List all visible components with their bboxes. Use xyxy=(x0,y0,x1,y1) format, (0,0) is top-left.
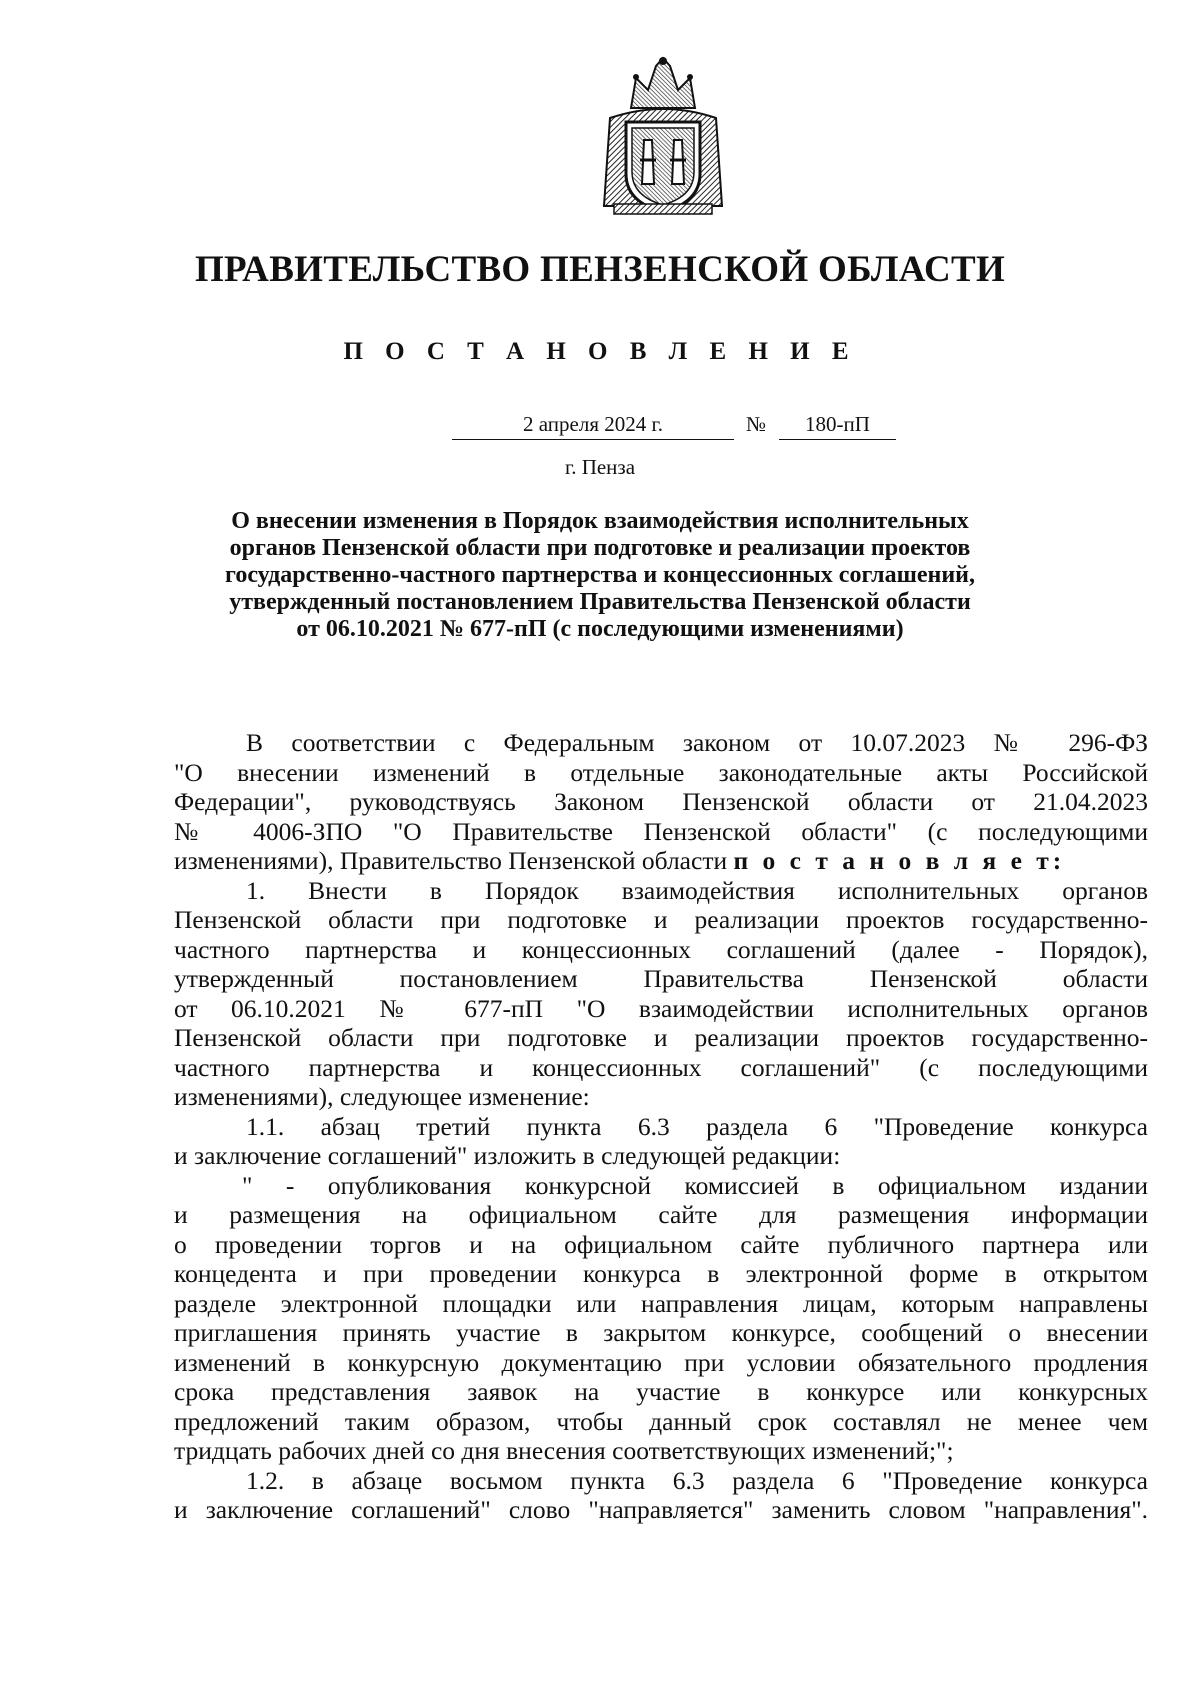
body-line: № 4006-ЗПО "О Правительстве Пензенской области" (с последующими xyxy=(174,816,1148,846)
date-number-line xyxy=(0,412,1200,442)
body-line: от 06.10.2021 № 677-пП "О взаимодействии исполнительных органов xyxy=(174,993,1148,1023)
body-line: " - опубликования конкурсной комиссией в официальном издании xyxy=(242,1170,1148,1200)
document-type: П О С Т А Н О В Л Е Н И Е xyxy=(343,338,857,365)
document-city: г. Пенза xyxy=(564,455,636,479)
heading-line: от 06.10.2021 № 677-пП (с последующими изменениями) xyxy=(296,616,904,642)
body-line: утвержденный постановлением Правительства Пензенской области xyxy=(174,964,1148,993)
body-line: 1.2. в абзаце восьмом пункта 6.3 раздела 6 "Проведение конкурса xyxy=(246,1465,1148,1495)
body-line: 1. Внести в Порядок взаимодействия исполнительных органов xyxy=(246,875,1148,905)
body-line: и размещения на официальном сайте для размещения информации xyxy=(174,1200,1148,1229)
body-line xyxy=(174,846,1148,876)
document-number: 180-пП xyxy=(779,412,896,440)
document-body xyxy=(174,728,1148,1525)
body-line: и заключение соглашений" слово "направляется" заменить словом "направления". xyxy=(174,1495,1148,1524)
body-line: изменений в конкурсную документацию при условии обязательного продления xyxy=(174,1347,1148,1377)
document-heading xyxy=(130,508,1070,643)
body-line: срока представления заявок на участие в конкурсе или конкурсных xyxy=(174,1377,1148,1406)
body-line: 1.1. абзац третий пункта 6.3 раздела 6 "Проведение конкурса xyxy=(246,1111,1148,1141)
body-line: тридцать рабочих дней со дня внесения соответствующих изменений;"; xyxy=(174,1436,954,1465)
body-line: "О внесении изменений в отдельные законодательные акты Российской xyxy=(174,757,1148,787)
body-line: частного партнерства и концессионных соглашений" (с последующими xyxy=(174,1052,1148,1082)
heading-line: утвержденный постановлением Правительства Пензенской области xyxy=(229,589,971,615)
coat-of-arms-icon xyxy=(596,56,730,218)
body-line: о проведении торгов и на официальном сайте публичного партнера или xyxy=(174,1229,1148,1259)
heading-line: О внесении изменения в Порядок взаимодействия исполнительных xyxy=(231,508,969,534)
government-title: ПРАВИТЕЛЬСТВО ПЕНЗЕНСКОЙ ОБЛАСТИ xyxy=(194,249,1006,290)
decree-word: п о с т а н о в л я е т: xyxy=(733,846,1066,875)
body-line: Пензенской области при подготовке и реализации проектов государственно- xyxy=(174,1023,1148,1052)
number-sign: № xyxy=(746,412,767,436)
body-line: изменениями), следующее изменение: xyxy=(174,1082,590,1111)
body-line: частного партнерства и концессионных соглашений (далее - Порядок), xyxy=(174,934,1148,964)
body-line: концедента и при проведении конкурса в электронной форме в открытом xyxy=(174,1259,1148,1288)
body-line: приглашения принять участие в закрытом конкурсе, сообщений о внесении xyxy=(174,1318,1148,1347)
heading-line: государственно-частного партнерства и концессионных соглашений, xyxy=(225,562,975,588)
body-line: Пензенской области при подготовке и реализации проектов государственно- xyxy=(174,905,1148,934)
body-line: Федерации", руководствуясь Законом Пензенской области от 21.04.2023 xyxy=(174,787,1148,816)
body-line: предложений таким образом, чтобы данный срок составлял не менее чем xyxy=(174,1406,1148,1436)
body-line: В соответствии с Федеральным законом от 10.07.2023 № 296-ФЗ xyxy=(246,728,1148,757)
document-date: 2 апреля 2024 г. xyxy=(452,412,734,440)
heading-line: органов Пензенской области при подготовке и реализации проектов xyxy=(229,535,971,561)
body-line: и заключение соглашений" изложить в следующей редакции: xyxy=(174,1141,841,1170)
body-line: разделе электронной площадки или направления лицам, которым направлены xyxy=(174,1288,1148,1318)
body-text: изменениями), Правительство Пензенской области xyxy=(174,846,734,875)
